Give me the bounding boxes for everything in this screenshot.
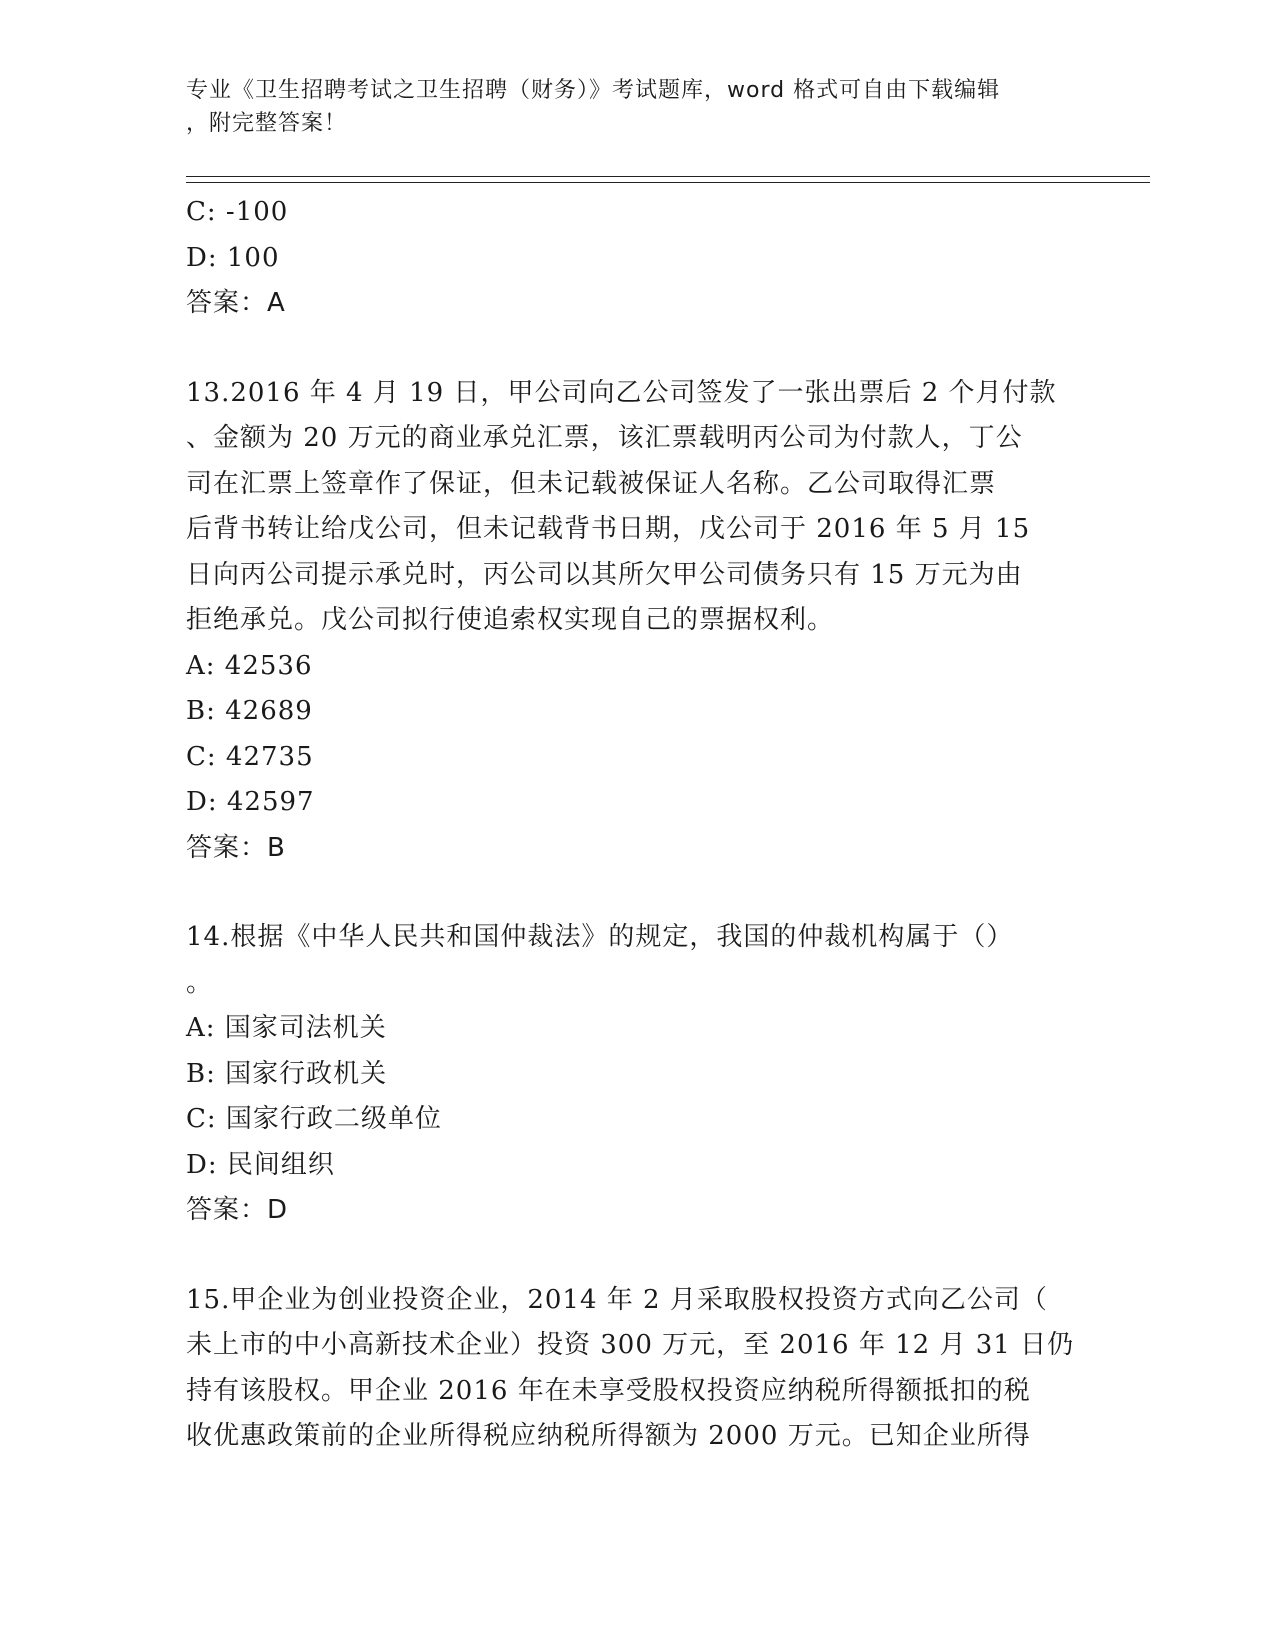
header-divider-bottom [186, 182, 1150, 183]
answer-line: 答案：A [186, 288, 286, 318]
question-15 [186, 1278, 1076, 1460]
option-c: C: -100 [186, 197, 289, 227]
question-text-line: 持有该股权。甲企业 2016 年在未享受股权投资应纳税所得额抵扣的税 [186, 1375, 1031, 1406]
page-header [186, 74, 1066, 140]
option-b: B: 42689 [186, 696, 313, 726]
question-text-line: 未上市的中小高新技术企业）投资 300 万元，至 2016 年 12 月 31 日仍 [186, 1330, 1075, 1360]
spacer [186, 871, 1076, 915]
header-line-2: ，附完整答案！ [186, 111, 348, 136]
spacer [186, 1234, 1076, 1278]
option-d: D: 100 [186, 242, 280, 273]
question-text-line: 、金额为 20 万元的商业承兑汇票，该汇票载明丙公司为付款人，丁公 [186, 423, 1023, 453]
header-line-1: 专业《卫生招聘考试之卫生招聘（财务）》考试题库，word 格式可自由下载编辑 [186, 78, 1001, 103]
question-12-tail [186, 190, 1076, 327]
option-b: B: 国家行政机关 [186, 1058, 388, 1089]
option-c: C: 国家行政二级单位 [186, 1104, 442, 1134]
answer-line: 答案：B [186, 832, 286, 863]
question-text-line: 日向丙公司提示承兑时，丙公司以其所欠甲公司债务只有 15 万元为由 [186, 559, 1023, 590]
option-c: C: 42735 [186, 741, 314, 772]
answer-line: 答案：D [186, 1195, 289, 1225]
question-text-line: 拒绝承兑。戊公司拟行使追索权实现自己的票据权利。 [186, 605, 835, 635]
question-text-line: 后背书转让给戊公司，但未记载背书日期，戊公司于 2016 年 5 月 15 [186, 514, 1031, 544]
spacer [186, 327, 1076, 371]
question-text-line: 收优惠政策前的企业所得税应纳税所得额为 2000 万元。已知企业所得 [186, 1421, 1031, 1451]
question-text-line: 13.2016 年 4 月 19 日，甲公司向乙公司签发了一张出票后 2 个月付款 [186, 377, 1057, 408]
question-text-line: 。 [186, 967, 214, 998]
option-d: D: 42597 [186, 787, 315, 817]
option-a: A: 国家司法机关 [186, 1013, 387, 1043]
question-text-line: 15.甲企业为创业投资企业，2014 年 2 月采取股权投资方式向乙公司（ [186, 1284, 1048, 1315]
header-divider-top [186, 176, 1150, 177]
option-d: D: 民间组织 [186, 1149, 335, 1180]
document-body [186, 190, 1076, 1460]
question-13 [186, 371, 1076, 872]
option-a: A: 42536 [186, 650, 313, 681]
question-text-line: 司在汇票上签章作了保证，但未记载被保证人名称。乙公司取得汇票 [186, 468, 997, 499]
question-text-line: 14.根据《中华人民共和国仲裁法》的规定，我国的仲裁机构属于（） [186, 922, 1014, 952]
question-14 [186, 915, 1076, 1234]
